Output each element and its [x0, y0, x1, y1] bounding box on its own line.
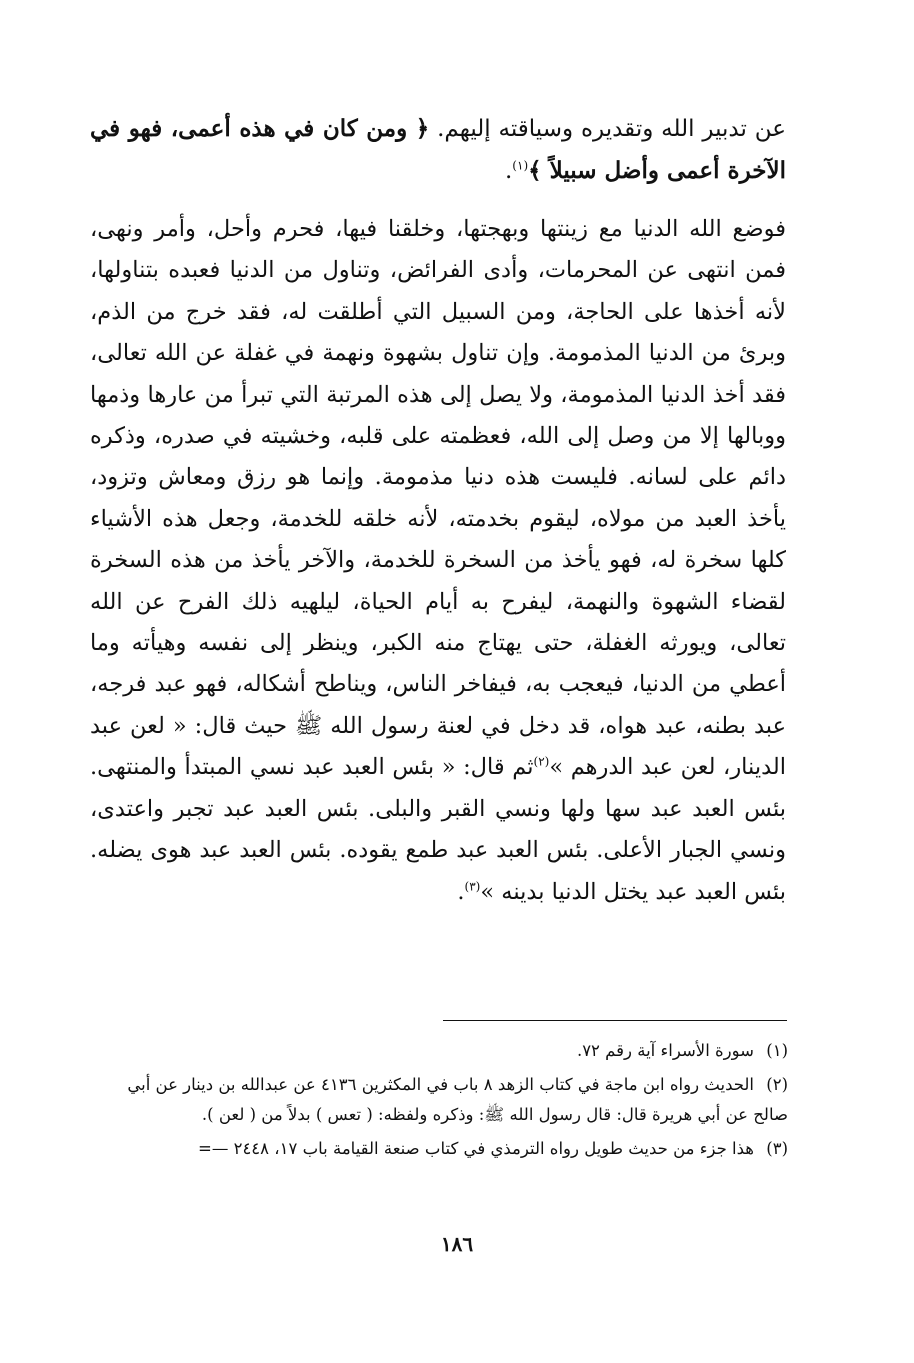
body-text-1: فوضع الله الدنيا مع زينتها وبهجتها، وخلقنا فيها، فحرم وأحل، وأمر ونهى، فمن انتهى عن المحرمات، وأدى الفرائض، وتناول من الدنيا فعبده بتناولها، لأنه أخذها على الحاجة، ومن السبيل التي أطلقت له، فقد خرج من الذم، وبرئ من الدنيا المذمومة. وإن تناول بشهوة ونهمة في غفلة عن الله تعالى، فقد أخذ الدنيا المذمومة، ولا يصل إلى هذه المرتبة التي تبرأ من عارها وذمها ووبالها إلا من وصل إلى الله، فعظمته على قلبه، وخشيته في صدره، وذكره دائم على لسانه. فليست هذه دنيا مذمومة. وإنما هو رزق ومعاش وتزود، يأخذ العبد من مولاه، ليقوم بخدمته، لأنه خلقه للخدمة، وجعل هذه الأشياء كلها سخرة له، فهو يأخذ من السخرة للخدمة، والآخر يأخذ من هذه السخرة لقضاء الشهوة والنهمة، ليفرح به أيام الحياة، ليلهيه ذلك الفرح عن الله تعالى، ويورثه الغفلة، حتى يهتاج منه الكبر، وينظر إلى نفسه وهيأته وما أعطي من الدنيا، فيعجب به، فيفاخر الناس، ويناطح أشكاله، فهو عبد فرجه، عبد بطنه، عبد هواه، قد دخل في لعنة رسول الله ﷺ حيث قال: « لعن عبد الدينار، لعن عبد الدرهم » — [90, 216, 787, 781]
page-number: ١٨٦ — [440, 1232, 474, 1256]
footnote-divider — [443, 1020, 787, 1021]
footnote-ref-2[interactable]: (٢) — [533, 754, 550, 769]
continuation-mark: —= — [198, 1139, 234, 1158]
footnote-number: (١) — [766, 1041, 788, 1060]
footnote-text: الحديث رواه ابن ماجة في كتاب الزهد ٨ باب في المكثرين ٤١٣٦ عن عبدالله بن دينار عن أبي صالح عن أبي هريرة قال: قال رسول الله ﷺ: وذكره ولفظه: ( تعس ) بدلاً من ( لعن ). — [127, 1075, 788, 1124]
footnote-3 — [88, 1134, 788, 1164]
footnote-ref-3[interactable]: (٣) — [464, 879, 481, 893]
intro-text: عن تدبير الله وتقديره وسياقته إليهم. — [429, 116, 786, 142]
footnote-number: (٣) — [766, 1139, 788, 1158]
footnote-2 — [88, 1070, 788, 1130]
page-content — [90, 108, 786, 913]
footnote-text: سورة الأسراء آية رقم ٧٢. — [576, 1041, 754, 1060]
intro-end: . — [504, 158, 513, 184]
footnotes — [88, 1036, 788, 1168]
intro-paragraph — [90, 108, 786, 192]
body-paragraph — [90, 209, 786, 913]
footnote-ref-1[interactable]: (١) — [512, 158, 529, 173]
footnote-1 — [88, 1036, 788, 1066]
quran-quote: ﴿ ومن كان في هذه أعمى، فهو في الآخرة أعمى وأضل سبيلاً ﴾ — [90, 115, 786, 184]
footnote-text: هذا جزء من حديث طويل رواه الترمذي في كتاب صنعة القيامة باب ١٧، ٢٤٤٨ — [233, 1139, 754, 1158]
footnote-number: (٢) — [766, 1075, 788, 1094]
body-text-2: ثم قال: « بئس العبد عبد نسي المبتدأ والمنتهى. بئس العبد عبد سها ولها ونسي القبر والبلى. بئس العبد عبد تجبر واعتدى، ونسي الجبار الأعلى. بئس العبد عبد طمع يقوده. بئس العبد عبد هوى يضله. بئس العبد عبد يختل الدنيا بدينه » — [90, 754, 786, 905]
body-end: . — [457, 878, 465, 905]
